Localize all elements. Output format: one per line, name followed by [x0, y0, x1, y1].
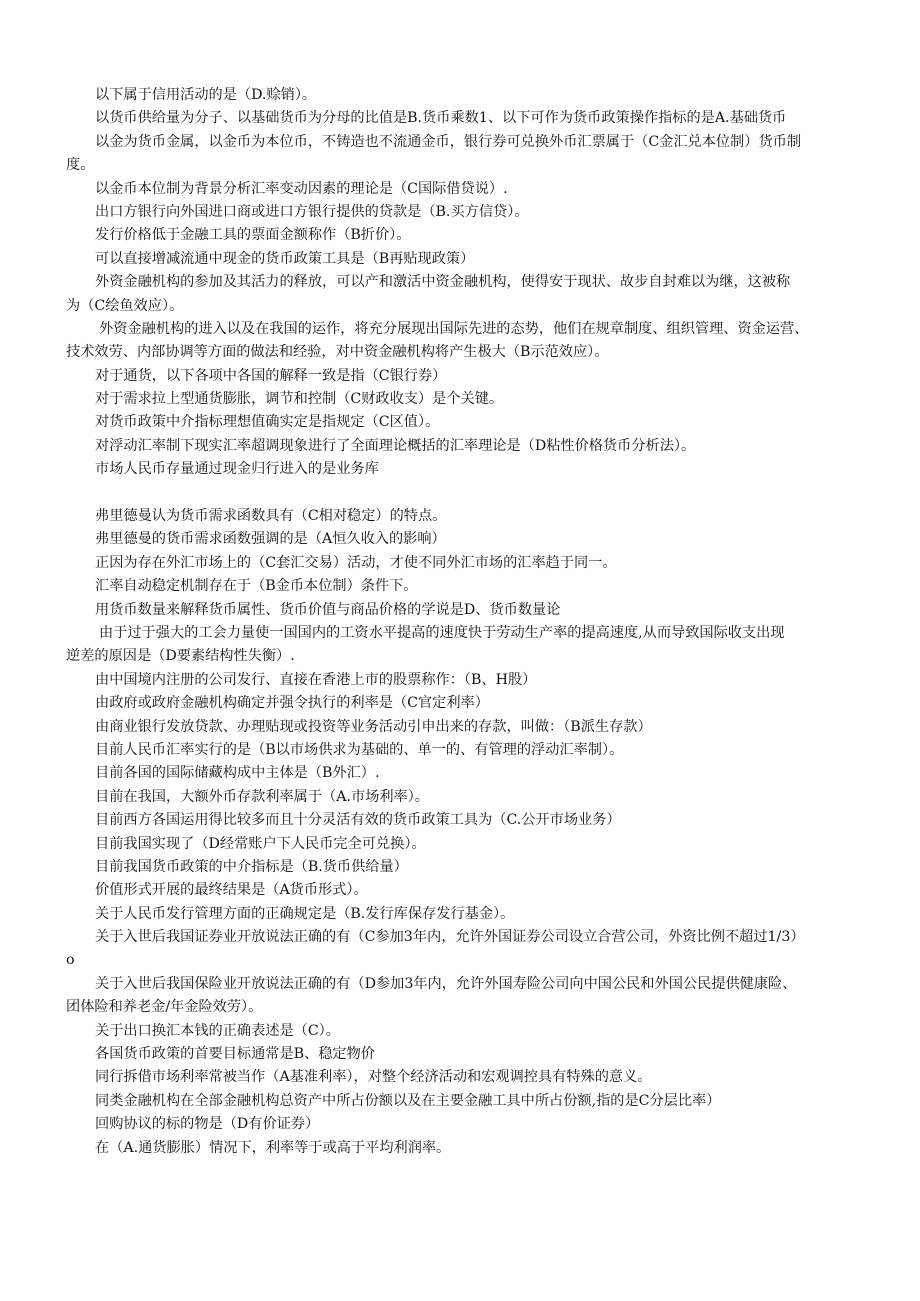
- text-line: 目前我国货币政策的中介指标是（B.货币供给量）: [95, 858, 408, 875]
- text-line: 回购协议的标的物是（D有价证券）: [95, 1116, 320, 1133]
- text-line: 以下属于信用活动的是（D.赊销）。: [95, 87, 317, 103]
- text-line: 目前各国的国际储藏构成中主体是（B外汇）.: [95, 765, 380, 782]
- text-line: 外资金融机构的进入以及在我国的运作，将充分展现出国际先进的态势，他们在规章制度、组织管理、资金运营、: [99, 320, 809, 337]
- text-line: 对货币政策中介指标理想值确实定是指规定（C区值）。: [95, 414, 440, 431]
- text-line: 目前人民币汇率实行的是（B以市场供求为基础的、单一的、有管理的浮动汇率制）。: [95, 741, 624, 758]
- text-line: 用货币数量来解释货币属性、货币价值与商品价格的学说是D、货币数量论: [95, 601, 561, 618]
- text-line: 各国货币政策的首要目标通常是B、稳定物价: [95, 1046, 375, 1063]
- text-line: 同类金融机构在全部金融机构总资产中所占份额以及在主要金融工具中所占份额,指的是C分层比率）: [95, 1092, 721, 1109]
- text-line: 目前我国实现了（D经常账户下人民币完全可兑换）。: [95, 835, 426, 852]
- text-line: 度。: [66, 157, 95, 174]
- text-line: 目前在我国，大额外币存款利率属于（A.市场利率）。: [95, 788, 429, 805]
- text-line: 外资金融机构的参加及其活力的释放，可以产和激活中资金融机构，使得安于现状、故步自封难以为继，这被称: [95, 274, 791, 291]
- text-line: 价值形式开展的最终结果是（A货币形式）。: [95, 882, 368, 899]
- text-line: 正因为存在外汇市场上的（C套汇交易）活动，才使不同外汇市场的汇率趋于同一。: [95, 554, 617, 571]
- text-line: 团体险和养老金/年金险效劳）。: [66, 999, 263, 1016]
- text-line: 可以直接增减流通中现金的货币政策工具是（B再贴现政策）: [95, 250, 475, 267]
- document-body: [66, 84, 862, 1160]
- text-line: 对于需求拉上型通货膨胀，调节和控制（C财政收支）是个关键。: [95, 391, 504, 408]
- text-line: 逆差的原因是（D要素结构性失衡）.: [66, 648, 295, 665]
- text-line: 同行拆借市场利率常被当作（A基准利率），对整个经济活动和宏观调控具有特殊的意义。: [95, 1069, 652, 1086]
- text-line: 对浮动汇率制下现实汇率超调现象进行了全面理论概括的汇率理论是（D粘性价格货币分析法）。: [95, 437, 696, 454]
- text-line: 弗里德曼的货币需求函数强调的是（A恒久收入的影响）: [95, 531, 446, 548]
- text-line: 目前西方各国运用得比较多而且十分灵活有效的货币政策工具为（C.公开市场业务）: [95, 812, 621, 829]
- text-line: 关于出口换汇本钱的正确表述是（C）。: [95, 1022, 340, 1039]
- text-line: 关于人民币发行管理方面的正确规定是（B.发行库保存发行基金）。: [95, 905, 515, 922]
- text-line: 技术效劳、内部协调等方面的做法和经验，对中资金融机构将产生极大（B示范效应）。: [66, 344, 609, 361]
- text-line: 以金币本位制为背景分析汇率变动因素的理论是（C国际借贷说）.: [95, 180, 508, 197]
- text-line: 发行价格低于金融工具的票面金额称作（B折价）。: [95, 227, 411, 244]
- text-line: 以货币供给量为分子、以基础货币为分母的比值是B.货币乘数1、以下可作为货币政策操作指标的是A.基础货币: [95, 110, 787, 127]
- text-line: 由于过于强大的工会力量使一国国内的工资水平提高的速度快于劳动生产率的提高速度,从而导致国际收支出现: [99, 624, 785, 641]
- text-line: 关于入世后我国保险业开放说法正确的有（D参加3年内，允许外国寿险公司向中国公民和外国公民提供健康险、: [95, 975, 797, 992]
- text-line: 关于入世后我国证券业开放说法正确的有（C参加3年内，允许外国证券公司设立合营公司，外资比例不超过1/3）: [95, 929, 805, 946]
- text-line: 为（C绘鱼效应）。: [66, 297, 184, 314]
- text-line: 出口方银行向外国进口商或进口方银行提供的贷款是（B.买方信贷）。: [95, 203, 529, 220]
- blank-line: [66, 482, 862, 505]
- text-line: 以金为货币金属，以金币为本位币，不铸造也不流通金币，银行券可兑换外币汇票属于（C金汇兑本位制）货币制: [95, 133, 802, 150]
- text-line: 由中国境内注册的公司发行、直接在香港上市的股票称作：（B、H股）: [95, 671, 537, 688]
- text-line: 对于通货，以下各项中各国的解释一致是指（C银行券）: [95, 367, 447, 384]
- text-line: 由商业银行发放贷款、办理贴现或投资等业务活动引申出来的存款，叫做：（B派生存款）: [95, 718, 652, 735]
- text-line: 在（A.通货膨胀）情况下，利率等于或高于平均利润率。: [95, 1139, 451, 1156]
- text-line: 弗里德曼认为货币需求函数具有（C相对稳定）的特点。: [95, 508, 447, 525]
- text-line: 市场人民币存量通过现金归行进入的是业务库: [95, 461, 379, 478]
- text-line: o: [66, 952, 75, 969]
- text-line: 汇率自动稳定机制存在于（B金币本位制）条件下。: [95, 578, 418, 595]
- text-line: 由政府或政府金融机构确定并强令执行的利率是（C官定利率）: [95, 695, 489, 712]
